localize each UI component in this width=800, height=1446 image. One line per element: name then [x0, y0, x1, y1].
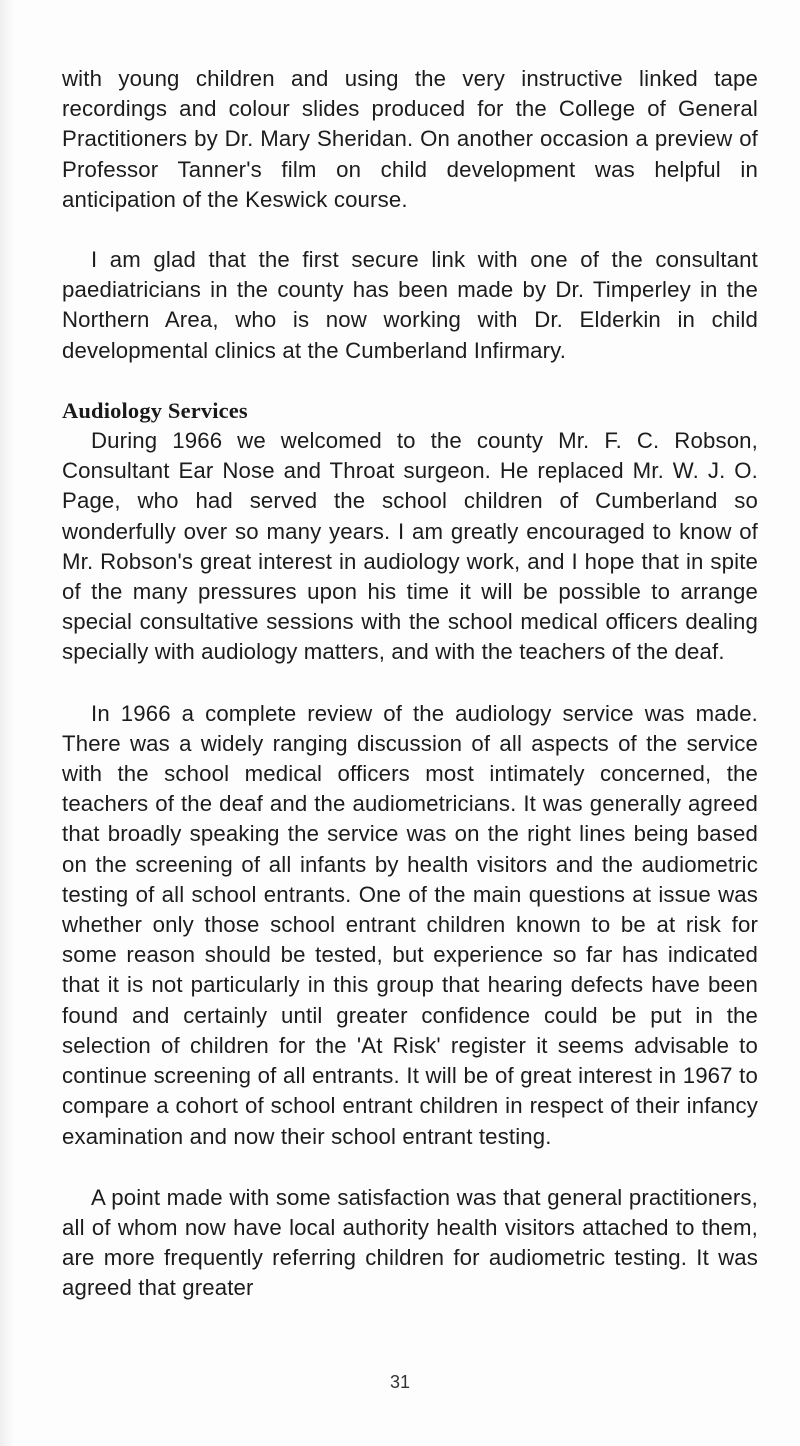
paragraph-gap	[62, 215, 758, 245]
paragraph-robson: During 1966 we welcomed to the county Mr. F. C. Robson, Consultant Ear Nose and Throat surgeon. He replaced Mr. W. J. O. Page, who had served the school children of Cumberland so wonderfully over so many years. I am greatly encouraged to know of Mr. Robson's great interest in audiology work, and I hope that in spite of the many pressures upon his time it will be possible to arrange special consultative sessions with the school medical officers dealing specially with audiology matters, and with the teachers of the deaf.	[62, 428, 758, 665]
paragraph-gap	[62, 1152, 758, 1183]
paragraph-gap	[62, 366, 758, 396]
paragraph-paediatricians: I am glad that the first secure link with one of the consultant paediatricians in the county has been made by Dr. Timperley in the Northern Area, who is now working with Dr. Elderkin in child developmental clinics at the Cumberland Infirmary.	[62, 247, 758, 363]
page-edge-shadow	[0, 0, 14, 1446]
paragraph-review: In 1966 a complete review of the audiology service was made. There was a widely ranging discussion of all aspects of the service with the school medical officers most intimately concerned, the teachers of the deaf and the audiometricians. It was generally agreed that broadly speaking the service was on the right lines being based on the screening of all infants by health visitors and the audiometric testing of all school entrants. One of the main questions at issue was whether only those school entrant children known to be at risk for some reason should be tested, but experience so far has indicated that it is not particularly in this group that hearing defects have been found and certainly until greater confidence could be put in the selection of children for the 'At Risk' register it seems advisable to continue screening of all entrants. It will be of great interest in 1967 to compare a cohort of school entrant children in respect of their infancy examination and now their school entrant testing.	[62, 700, 758, 1149]
paragraph-general-practitioners: A point made with some satisfaction was that general practitioners, all of whom now have local authority health visitors attached to them, are more frequently referring children for audiometric testing. It was agreed that greater	[62, 1184, 758, 1301]
paragraph-gap	[62, 668, 758, 699]
text-column	[62, 64, 758, 1304]
page-number: 31	[389, 1372, 411, 1392]
section-heading-audiology: Audiology Services	[62, 397, 248, 423]
paragraph-continuation: with young children and using the very instructive linked tape recordings and colour slides produced for the College of General Practitioners by Dr. Mary Sheridan. On another occasion a preview of Professor Tanner's film on child development was helpful in anticipation of the Keswick course.	[62, 66, 758, 212]
